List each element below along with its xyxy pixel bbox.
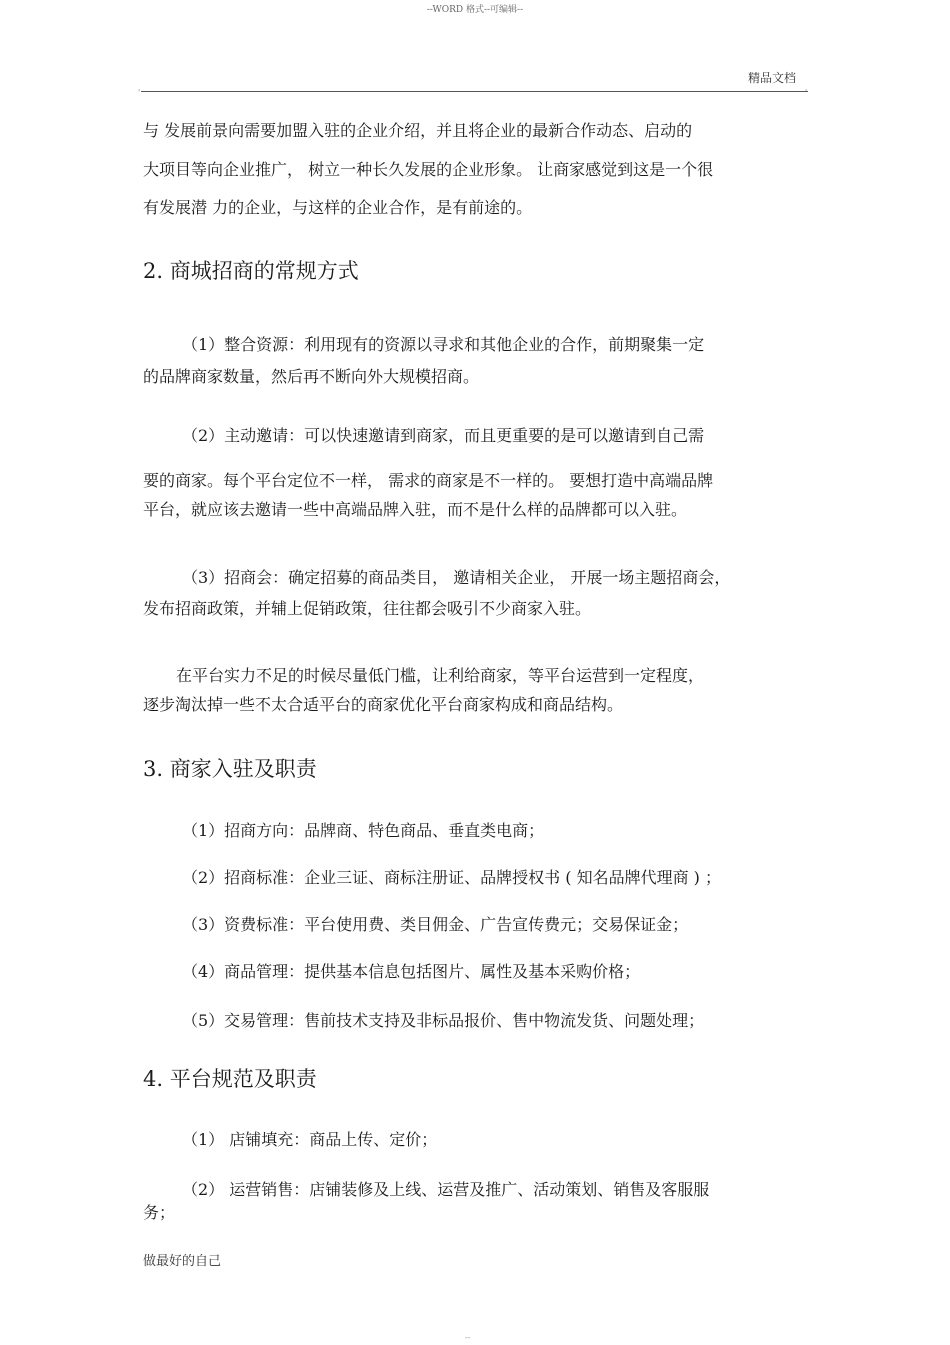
s3-item-4: （4）商品管理：提供基本信息包括图片、属性及基本采购价格； <box>182 962 641 981</box>
header-label: 精品文档 <box>748 71 797 85</box>
rule-mark-right: ' <box>805 88 808 97</box>
s3-item-2: （2）招商标准：企业三证、商标注册证、品牌授权书 ( 知名品牌代理商 ) ； <box>182 868 722 887</box>
footer-text: 做最好的自己 <box>143 1254 222 1269</box>
s2-item1-line-1: （1）整合资源：利用现有的资源以寻求和其他企业的合作，前期聚集一定 <box>182 335 705 354</box>
s2-item1-line-2: 的品牌商家数量，然后再不断向外大规模招商。 <box>143 367 480 386</box>
s4-item2-line-2: 务； <box>143 1203 176 1222</box>
s2-item2-line-3: 平台，就应该去邀请一些中高端品牌入驻，而不是什么样的品牌都可以入驻。 <box>143 500 688 519</box>
bottom-mark: -- <box>465 1333 471 1342</box>
s3-item-1: （1）招商方向：品牌商、特色商品、垂直类电商； <box>182 821 545 840</box>
s4-item2-line-1: （2） 运营销售：店铺装修及上线、运营及推广、活动策划、销售及客服服 <box>182 1180 710 1199</box>
s2-item3-line-1: （3）招商会：确定招募的商品类目， 邀请相关企业， 开展一场主题招商会， <box>182 568 731 587</box>
section-4-heading: 4. 平台规范及职责 <box>143 1067 317 1091</box>
top-banner: --WORD 格式--可编辑-- <box>426 5 524 15</box>
s2-note-line-2: 逐步淘汰掉一些不太合适平台的商家优化平台商家构成和商品结构。 <box>143 695 624 714</box>
intro-line-2: 大项目等向企业推广， 树立一种长久发展的企业形象。 让商家感觉到这是一个很 <box>143 160 714 179</box>
s2-item2-line-1: （2）主动邀请：可以快速邀请到商家，而且更重要的是可以邀请到自己需 <box>182 426 705 445</box>
s2-item3-line-2: 发布招商政策，并辅上促销政策，往往都会吸引不少商家入驻。 <box>143 599 592 618</box>
s2-item2-line-2: 要的商家。每个平台定位不一样， 需求的商家是不一样的。 要想打造中高端品牌 <box>143 471 714 490</box>
s3-item-3: （3）资费标准：平台使用费、类目佣金、广告宣传费元；交易保证金； <box>182 915 689 934</box>
header-rule <box>141 91 808 92</box>
intro-line-1: 与 发展前景向需要加盟入驻的企业介绍，并且将企业的最新合作动态、启动的 <box>143 121 693 140</box>
rule-mark-left: ' <box>138 88 141 97</box>
section-2-heading: 2. 商城招商的常规方式 <box>143 259 359 283</box>
s4-item1: （1） 店铺填充：商品上传、定价； <box>182 1130 438 1149</box>
section-3-heading: 3. 商家入驻及职责 <box>143 757 317 781</box>
intro-line-3: 有发展潜 力的企业，与这样的企业合作，是有前途的。 <box>143 198 533 217</box>
s2-note-line-1: 在平台实力不足的时候尽量低门槛，让利给商家，等平台运营到一定程度， <box>176 666 705 685</box>
s3-item-5: （5）交易管理：售前技术支持及非标品报价、售中物流发货、问题处理； <box>182 1011 705 1030</box>
